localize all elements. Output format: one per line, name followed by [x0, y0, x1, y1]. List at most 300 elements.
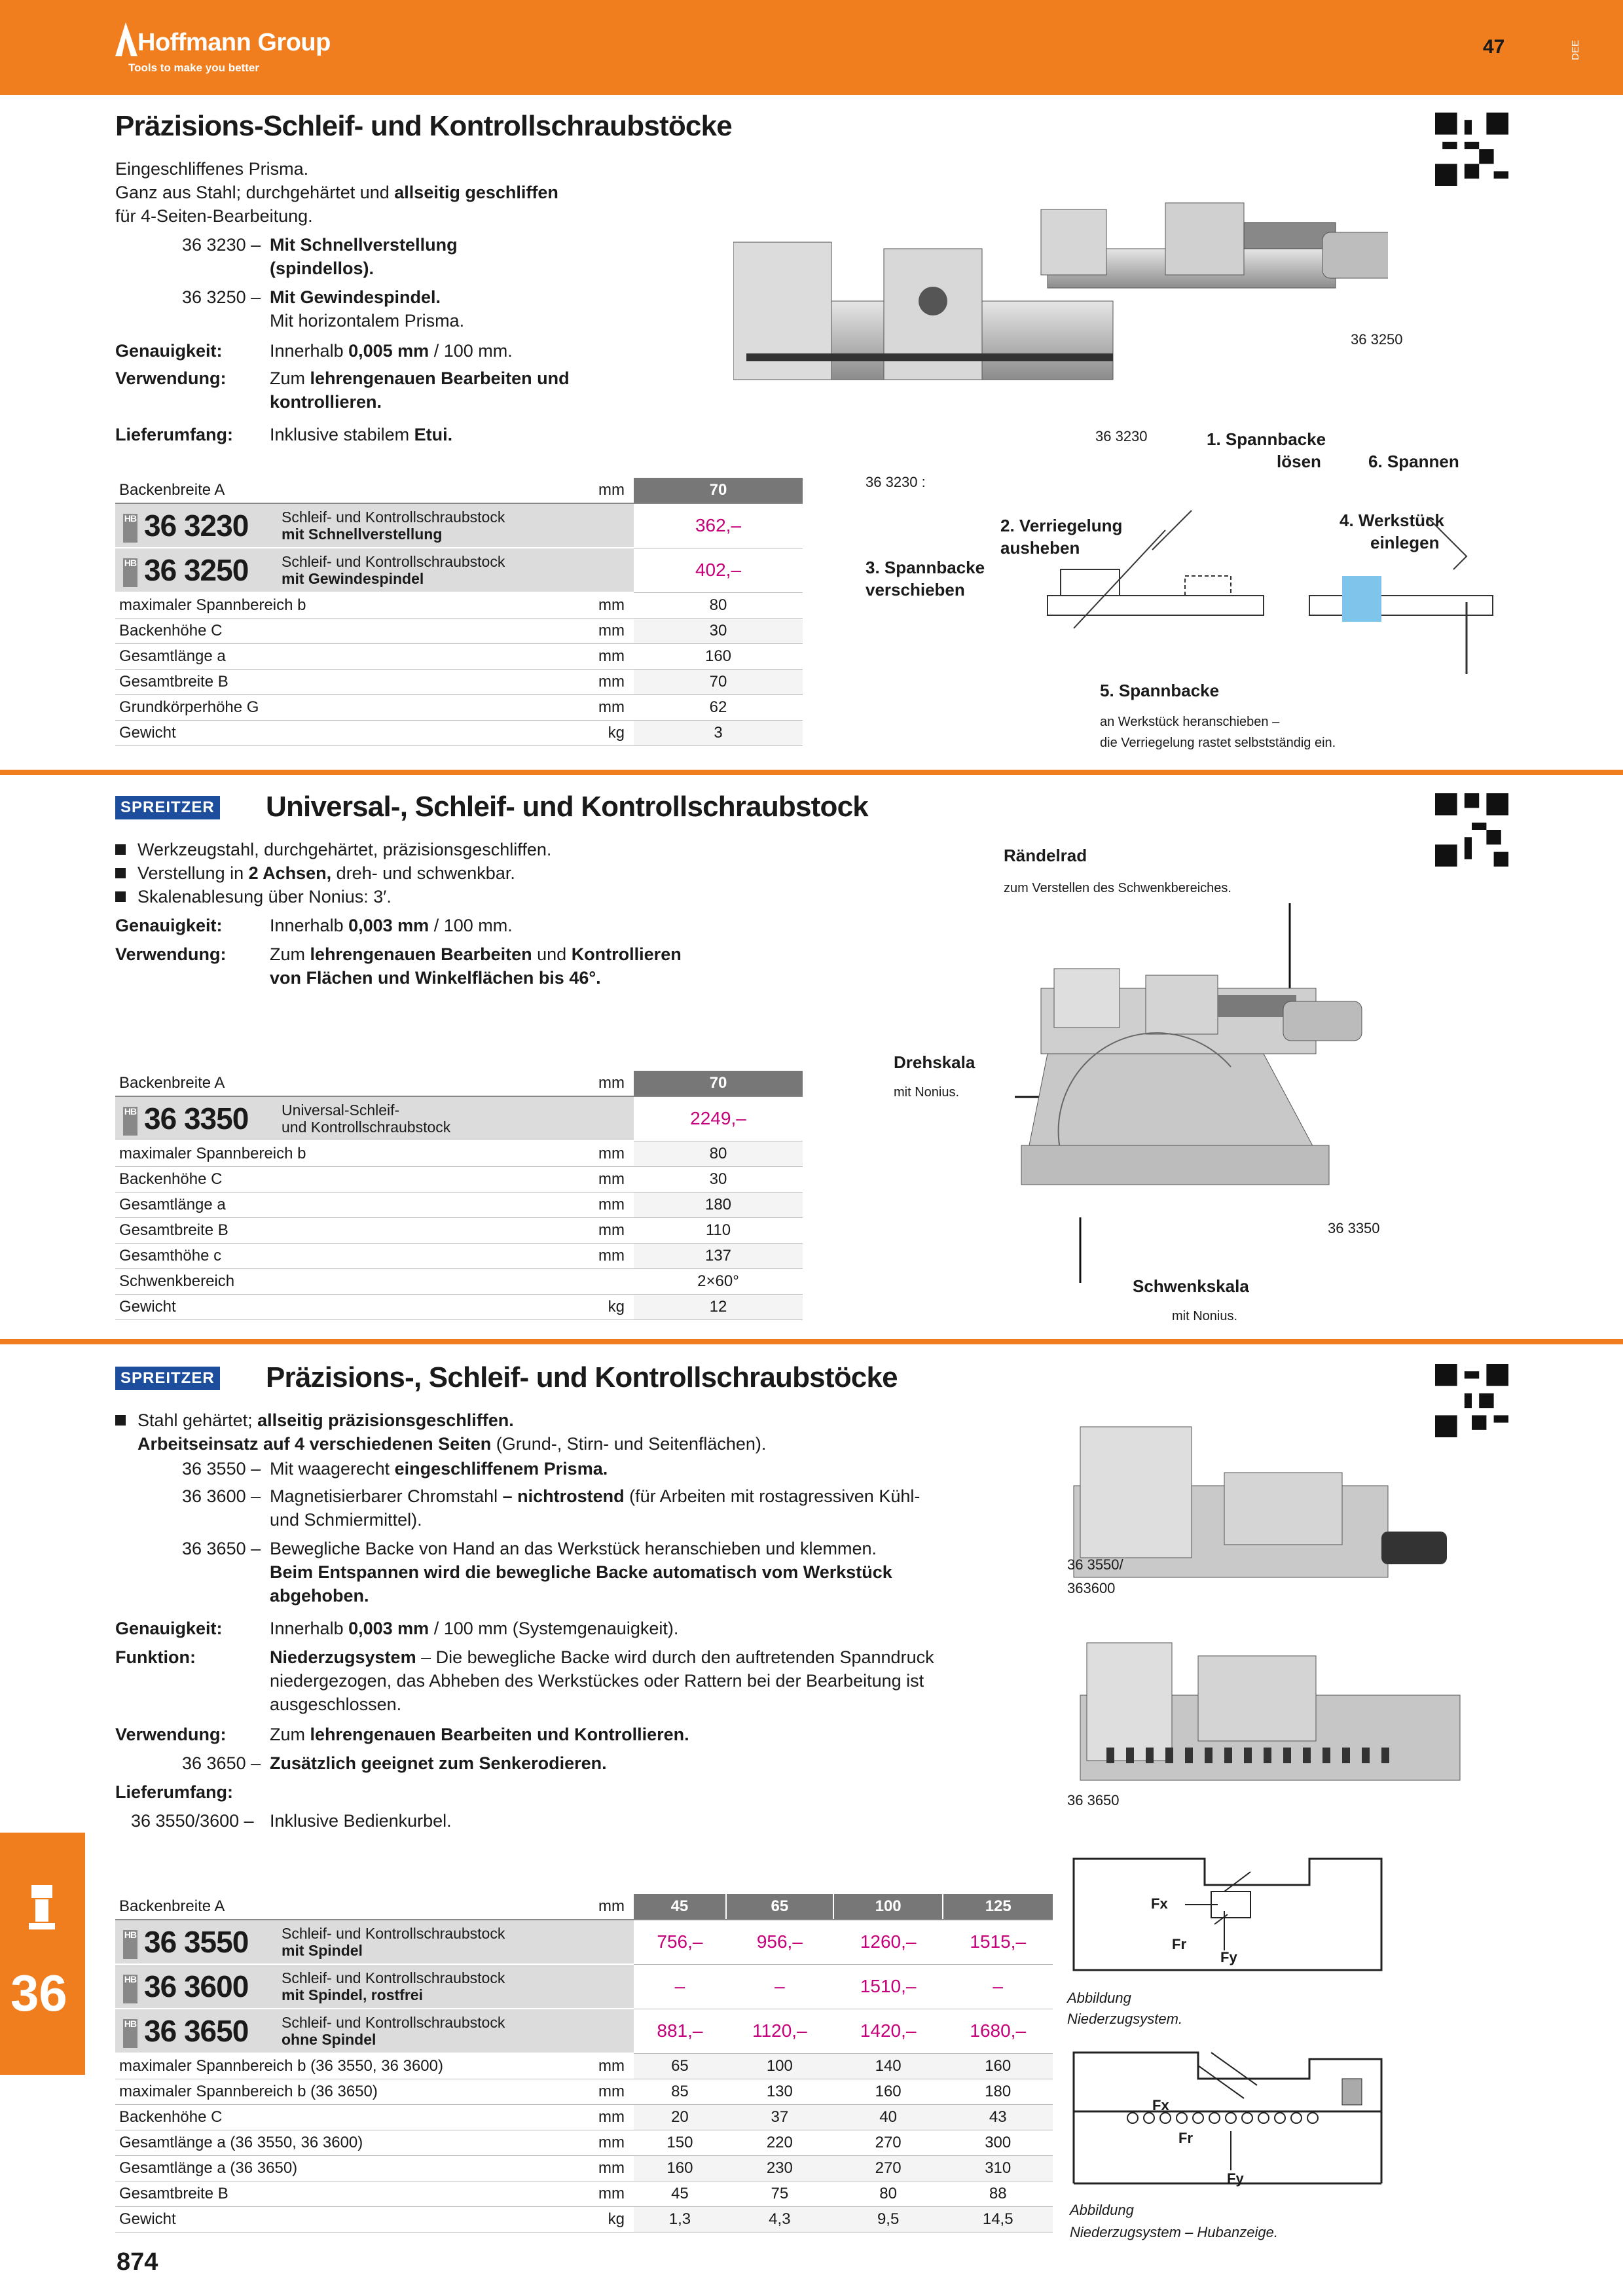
row-unit: mm — [464, 2053, 634, 2079]
s1-v1-text: Mit Schnellverstellung — [270, 235, 458, 255]
force-fr: Fr — [1172, 1936, 1186, 1952]
dreh-label: Drehskala — [894, 1052, 976, 1072]
s2-b2b: 2 Achsen, — [248, 863, 332, 883]
step2-label-b: ausheben — [1000, 538, 1080, 558]
s2-b2c: dreh- und schwenkbar. — [331, 863, 515, 883]
qr-code-icon — [1435, 113, 1508, 186]
rand-desc: zum Verstellen des Schwenkbereiches. — [1004, 881, 1231, 895]
row-unit — [464, 1269, 634, 1295]
header-value: 125 — [943, 1894, 1053, 1920]
row-label: Gesamtlänge a — [115, 644, 464, 670]
s1-acc-a: Innerhalb — [270, 341, 349, 361]
row-label: Backenhöhe C — [115, 1167, 464, 1193]
row-unit: mm — [464, 2130, 634, 2156]
lbl-363230: 36 3230 — [1095, 428, 1148, 444]
row-value: 3 — [634, 721, 803, 746]
article-price: 881,– — [634, 2009, 726, 2053]
article-number — [119, 508, 278, 543]
row-label: maximaler Spannbereich b (36 3550, 36 3600) — [115, 2053, 464, 2079]
table-row — [115, 721, 803, 746]
s3-v2c: (für Arbeiten mit rostagressiven Kühl- — [624, 1486, 921, 1506]
step5-desc1: an Werkstück heranschieben – — [1100, 715, 1280, 729]
article-number-text: 36 3230 — [144, 509, 249, 543]
s3-v2-no: 36 3600 – — [182, 1486, 261, 1506]
header-value: 65 — [726, 1894, 833, 1920]
s1-acc-c: / 100 mm. — [429, 341, 513, 361]
header-value: 45 — [634, 1894, 726, 1920]
row-value: 30 — [634, 619, 803, 644]
s3-scope-label: Lieferumfang: — [115, 1782, 234, 1802]
s2-b2a: Verstellung in — [137, 863, 249, 883]
s2-bullet3: Skalenablesung über Nonius: 3′. — [115, 885, 392, 908]
hoffmann-logo-icon — [115, 22, 137, 56]
table-row — [115, 1167, 803, 1193]
spreitzer-logo: SPREITZER — [115, 1367, 220, 1390]
s3-v1-text — [270, 1457, 608, 1480]
s1-spec-table — [115, 478, 803, 746]
article-cell — [115, 1096, 634, 1141]
row-value: 180 — [634, 1193, 803, 1218]
s3-b1b: allseitig präzisionsgeschliffen. — [257, 1410, 514, 1430]
s2-use-text2: von Flächen und Winkelflächen bis 46°. — [270, 968, 601, 988]
article-price: 1515,– — [943, 1920, 1053, 1964]
page-number-bottom: 874 — [117, 2248, 158, 2276]
dreh-desc: mit Nonius. — [894, 1085, 960, 1100]
article-desc1: Schleif- und Kontrollschraubstock — [282, 553, 505, 570]
s3-line2 — [137, 1432, 766, 1456]
article-desc — [278, 1969, 509, 2004]
s1-line2a: Ganz aus Stahl; durchgehärtet und — [115, 183, 395, 202]
table-row — [115, 592, 803, 619]
article-number — [119, 1969, 278, 2004]
section-divider — [0, 770, 1623, 775]
s1-use-text — [270, 367, 570, 390]
s3-v2a: Magnetisierbarer Chromstahl — [270, 1486, 503, 1506]
article-desc — [278, 1924, 509, 1960]
row-unit: mm — [464, 1167, 634, 1193]
row-value: 88 — [943, 2181, 1053, 2207]
article-price: 1680,– — [943, 2009, 1053, 2053]
s3-fn-text2: niedergezogen, das Abheben des Werkstückes oder Rattern bei der Bearbeitung ist — [270, 1671, 924, 1691]
s3-v3-text3: abgehoben. — [270, 1586, 369, 1605]
article-desc2: mit Schnellverstellung — [282, 526, 443, 543]
lbl-363550: 36 3550/ — [1067, 1556, 1123, 1573]
row-label: Backenhöhe C — [115, 619, 464, 644]
s3-spec-table — [115, 1894, 1053, 2233]
header-unit: mm — [464, 1071, 634, 1096]
article-cell — [115, 1964, 634, 2009]
table-row — [115, 1269, 803, 1295]
qr-code-icon — [1435, 793, 1508, 867]
s3-fn-text — [270, 1645, 934, 1669]
row-value: 12 — [634, 1295, 803, 1320]
article-desc2: mit Spindel — [282, 1942, 363, 1959]
row-value: 65 — [634, 2053, 726, 2079]
table-row — [115, 2079, 1053, 2105]
s3-acc-b: 0,003 mm — [348, 1619, 429, 1638]
table-header-row — [115, 1071, 803, 1096]
row-value: 43 — [943, 2105, 1053, 2130]
row-label: Grundkörperhöhe G — [115, 695, 464, 721]
s3-fn-a: Niederzugsystem — [270, 1647, 416, 1667]
s2-acc-a: Innerhalb — [270, 916, 349, 935]
hb-icon: HB — [123, 1975, 137, 2003]
article-number — [119, 2013, 278, 2049]
article-price: – — [634, 1964, 726, 2009]
s3-acc-text — [270, 1617, 678, 1640]
universal-vise-image — [1015, 903, 1381, 1283]
hb-icon: HB — [123, 514, 137, 543]
article-desc1: Universal-Schleif- — [282, 1102, 400, 1119]
article-price: 1420,– — [833, 2009, 943, 2053]
header-value: 70 — [634, 1071, 803, 1096]
s3-use-b: lehrengenauen Bearbeiten und Kontrollieren. — [310, 1725, 689, 1744]
article-price: 402,– — [634, 548, 803, 592]
s3-b2a: Arbeitseinsatz auf 4 verschiedenen Seiten — [137, 1434, 492, 1454]
section3-title: Präzisions-, Schleif- und Kontrollschraubstöcke — [266, 1361, 898, 1393]
table-row — [115, 695, 803, 721]
schwenk-desc: mit Nonius. — [1172, 1309, 1238, 1323]
s1-use-a: Zum — [270, 368, 310, 388]
s2-use-a: Zum — [270, 944, 310, 964]
header-value: 100 — [833, 1894, 943, 1920]
article-price: 362,– — [634, 503, 803, 548]
s3-scope-text: Inklusive Bedienkurbel. — [270, 1811, 452, 1831]
row-label: maximaler Spannbereich b — [115, 592, 464, 619]
row-value: 4,3 — [726, 2207, 833, 2233]
section2-title: Universal-, Schleif- und Kontrollschraubstock — [266, 791, 868, 823]
table-row — [115, 1218, 803, 1244]
s3-use-a: Zum — [270, 1725, 310, 1744]
row-label: Gewicht — [115, 2207, 464, 2233]
s3-acc-a: Innerhalb — [270, 1619, 349, 1638]
s1-v2-text2: Mit horizontalem Prisma. — [270, 311, 465, 331]
row-unit: mm — [464, 2079, 634, 2105]
row-unit: mm — [464, 1193, 634, 1218]
row-value: 150 — [634, 2130, 726, 2156]
article-price: 1120,– — [726, 2009, 833, 2053]
s1-scope-label: Lieferumfang: — [115, 425, 234, 444]
table-row — [115, 2053, 1053, 2079]
row-value: 9,5 — [833, 2207, 943, 2233]
s3-fn-b: – Die bewegliche Backe wird durch den auftretenden Spanndruck — [416, 1647, 934, 1667]
step5-label: 5. Spannbacke — [1100, 681, 1220, 700]
vise-product-image — [733, 170, 1388, 452]
step1-label: 1. Spannbacke — [1207, 429, 1326, 449]
article-desc2: mit Spindel, rostfrei — [282, 1986, 423, 2003]
schwenk-label: Schwenkskala — [1133, 1276, 1249, 1296]
header-label: Backenbreite A — [115, 478, 464, 503]
row-label: Backenhöhe C — [115, 2105, 464, 2130]
table-header-row — [115, 1894, 1053, 1920]
row-value: 100 — [726, 2053, 833, 2079]
article-price: 956,– — [726, 1920, 833, 1964]
row-value: 270 — [833, 2156, 943, 2181]
s3-use2-no: 36 3650 – — [182, 1753, 261, 1773]
force-fx: Fx — [1151, 1895, 1168, 1912]
article-number-text: 36 3250 — [144, 553, 249, 587]
force-fr-2: Fr — [1178, 2130, 1193, 2146]
row-label: maximaler Spannbereich b (36 3650) — [115, 2079, 464, 2105]
s3-v1b: eingeschliffenem Prisma. — [394, 1459, 608, 1479]
table-row — [115, 644, 803, 670]
row-unit: mm — [464, 2105, 634, 2130]
row-value: 40 — [833, 2105, 943, 2130]
s1-scope-a: Inklusive stabilem — [270, 425, 414, 444]
row-value: 270 — [833, 2130, 943, 2156]
article-number — [119, 552, 278, 588]
row-unit: mm — [464, 2181, 634, 2207]
row-value: 110 — [634, 1218, 803, 1244]
chapter-number: 36 — [10, 1964, 67, 2022]
caption2a: Abbildung — [1070, 2202, 1134, 2218]
row-value: 300 — [943, 2130, 1053, 2156]
row-unit: mm — [464, 644, 634, 670]
lbl-363250: 36 3250 — [1351, 331, 1403, 348]
article-row — [115, 1096, 803, 1141]
s2-bullet2 — [115, 861, 515, 885]
row-value: 1,3 — [634, 2207, 726, 2233]
article-row — [115, 2009, 1053, 2053]
hb-icon: HB — [123, 1930, 137, 1959]
s1-line2 — [115, 181, 558, 204]
s2-use-label: Verwendung: — [115, 944, 227, 964]
caption1b: Niederzugsystem. — [1067, 2011, 1183, 2027]
table-row — [115, 2181, 1053, 2207]
spreitzer-logo: SPREITZER — [115, 796, 220, 819]
row-label: Gesamtbreite B — [115, 2181, 464, 2207]
row-value: 80 — [833, 2181, 943, 2207]
row-value: 160 — [833, 2079, 943, 2105]
s1-acc-text — [270, 339, 513, 363]
s1-v2-no: 36 3250 – — [182, 287, 261, 307]
s3-b1a: Stahl gehärtet; — [137, 1410, 258, 1430]
s2-bullet1: Werkzeugstahl, durchgehärtet, präzisionsgeschliffen. — [115, 838, 551, 861]
step1-label-b: lösen — [1277, 452, 1321, 471]
article-desc2: und Kontrollschraubstock — [282, 1119, 451, 1136]
row-value: 180 — [943, 2079, 1053, 2105]
row-value: 20 — [634, 2105, 726, 2130]
caption2b: Niederzugsystem – Hubanzeige. — [1070, 2224, 1278, 2240]
article-number-text: 36 3650 — [144, 2014, 249, 2048]
article-desc — [278, 552, 509, 588]
article-number — [119, 1101, 278, 1136]
row-value: 230 — [726, 2156, 833, 2181]
row-value: 30 — [634, 1167, 803, 1193]
row-value: 62 — [634, 695, 803, 721]
row-label: Gesamtlänge a (36 3550, 36 3600) — [115, 2130, 464, 2156]
s1-scope-text — [270, 423, 452, 446]
article-desc2: mit Gewindespindel — [282, 570, 424, 587]
article-price: – — [726, 1964, 833, 2009]
article-desc1: Schleif- und Kontrollschraubstock — [282, 509, 505, 526]
article-number — [119, 1924, 278, 1960]
row-value: 160 — [634, 644, 803, 670]
s3-v1-no: 36 3550 – — [182, 1459, 261, 1479]
s3-v1a: Mit waagerecht — [270, 1459, 395, 1479]
row-value: 45 — [634, 2181, 726, 2207]
row-unit: kg — [464, 2207, 634, 2233]
s1-use-label: Verwendung: — [115, 368, 227, 388]
s2-spec-table — [115, 1071, 803, 1320]
header-label: Backenbreite A — [115, 1894, 464, 1920]
row-label: Gesamtlänge a (36 3650) — [115, 2156, 464, 2181]
table-row — [115, 1295, 803, 1320]
section-divider — [0, 1339, 1623, 1344]
row-value: 80 — [634, 592, 803, 619]
s1-v1-no: 36 3230 – — [182, 235, 261, 255]
s1-scope-b: Etui. — [414, 425, 453, 444]
s3-acc-label: Genauigkeit: — [115, 1619, 223, 1638]
table-row — [115, 1244, 803, 1269]
clamping-diagram — [1034, 497, 1506, 674]
lbl-363350: 36 3350 — [1328, 1220, 1380, 1236]
header-unit: mm — [464, 478, 634, 503]
row-label: Gesamtlänge a — [115, 1193, 464, 1218]
row-label: Schwenkbereich — [115, 1269, 464, 1295]
article-desc — [278, 1101, 454, 1136]
table-row — [115, 2156, 1053, 2181]
article-desc — [278, 2013, 509, 2049]
s1-line3: für 4-Seiten-Bearbeitung. — [115, 206, 313, 226]
s1-line2b: allseitig geschliffen — [394, 183, 558, 202]
s3-v3-text: Bewegliche Backe von Hand an das Werkstück heranschieben und klemmen. — [270, 1539, 877, 1558]
article-cell — [115, 1920, 634, 1964]
brand-tagline: Tools to make you better — [128, 62, 259, 74]
s2-use-c: und — [532, 944, 572, 964]
row-value: 137 — [634, 1244, 803, 1269]
language-code: DEE — [1570, 40, 1581, 60]
row-unit: mm — [464, 1218, 634, 1244]
article-desc — [278, 508, 509, 543]
article-number-text: 36 3350 — [144, 1102, 249, 1136]
article-number-text: 36 3550 — [144, 1925, 249, 1959]
row-unit: mm — [464, 592, 634, 619]
table-row — [115, 619, 803, 644]
table-row — [115, 670, 803, 695]
article-desc1: Schleif- und Kontrollschraubstock — [282, 2014, 505, 2031]
step2-label: 2. Verriegelung — [1000, 516, 1123, 535]
s1-acc-b: 0,005 mm — [348, 341, 429, 361]
s3-bullet1 — [115, 1408, 514, 1432]
lbl-363600: 363600 — [1067, 1580, 1116, 1596]
row-label: Gesamthöhe c — [115, 1244, 464, 1269]
step4-label-b: einlegen — [1370, 533, 1440, 552]
step3-label: 3. Spannbacke — [866, 558, 985, 577]
row-value: 160 — [634, 2156, 726, 2181]
article-desc1: Schleif- und Kontrollschraubstock — [282, 1925, 505, 1942]
s2-use-text — [270, 942, 682, 966]
s3-v2b: – nichtrostend — [502, 1486, 625, 1506]
row-unit: mm — [464, 670, 634, 695]
step6-label: 6. Spannen — [1368, 452, 1459, 471]
lbl-363230-colon: 36 3230 : — [866, 474, 926, 490]
hb-icon: HB — [123, 558, 137, 587]
s1-line1: Eingeschliffenes Prisma. — [115, 159, 309, 179]
row-unit: kg — [464, 721, 634, 746]
section1-title: Präzisions-Schleif- und Kontrollschraubstöcke — [115, 110, 732, 142]
step4-label: 4. Werkstück — [1340, 511, 1444, 530]
hb-icon: HB — [123, 2019, 137, 2048]
s2-acc-label: Genauigkeit: — [115, 916, 223, 935]
s3-v3-text2: Beim Entspannen wird die bewegliche Backe automatisch vom Werkstück — [270, 1562, 892, 1582]
article-cell — [115, 503, 634, 548]
table-row — [115, 2207, 1053, 2233]
table-row — [115, 1193, 803, 1218]
step3-label-b: verschieben — [866, 580, 965, 600]
s2-acc-text — [270, 914, 513, 937]
hb-icon: HB — [123, 1107, 137, 1136]
row-label: Gesamtbreite B — [115, 670, 464, 695]
article-row — [115, 1920, 1053, 1964]
table-header-row — [115, 478, 803, 503]
page-number: 47 — [1483, 36, 1505, 58]
article-price: 1260,– — [833, 1920, 943, 1964]
article-cell — [115, 2009, 634, 2053]
article-row — [115, 1964, 1053, 2009]
article-price: 756,– — [634, 1920, 726, 1964]
lbl-363650: 36 3650 — [1067, 1792, 1120, 1808]
s2-acc-b: 0,003 mm — [348, 916, 429, 935]
row-value: 37 — [726, 2105, 833, 2130]
s3-use-label: Verwendung: — [115, 1725, 227, 1744]
s2-use-b: lehrengenauen Bearbeiten — [310, 944, 532, 964]
caption1a: Abbildung — [1067, 1990, 1131, 2006]
rand-label: Rändelrad — [1004, 846, 1087, 865]
s2-acc-c: / 100 mm. — [429, 916, 513, 935]
row-value: 2×60° — [634, 1269, 803, 1295]
table-row — [115, 1141, 803, 1167]
row-label: Gewicht — [115, 1295, 464, 1320]
step5-desc2: die Verriegelung rastet selbstständig ein. — [1100, 736, 1336, 750]
s1-v2-text: Mit Gewindespindel. — [270, 287, 441, 307]
s3-fn-text3: ausgeschlossen. — [270, 1695, 402, 1714]
header-value: 70 — [634, 478, 803, 503]
article-price: – — [943, 1964, 1053, 2009]
row-label: Gewicht — [115, 721, 464, 746]
row-value: 75 — [726, 2181, 833, 2207]
precision-vise-image — [1067, 1401, 1473, 1820]
vise-chapter-icon — [29, 1885, 55, 1931]
row-unit: kg — [464, 1295, 634, 1320]
chapter-tab — [0, 1833, 85, 2075]
s1-acc-label: Genauigkeit: — [115, 341, 223, 361]
s3-use-text — [270, 1723, 689, 1746]
s1-use-b: lehrengenauen Bearbeiten und — [310, 368, 570, 388]
row-value: 70 — [634, 670, 803, 695]
force-fx-2: Fx — [1152, 2097, 1169, 2113]
s3-v2-text — [270, 1484, 920, 1508]
s3-b2b: (Grund-, Stirn- und Seitenflächen). — [491, 1434, 767, 1454]
row-value: 85 — [634, 2079, 726, 2105]
table-row — [115, 2105, 1053, 2130]
s3-fn-label: Funktion: — [115, 1647, 196, 1667]
header-unit: mm — [464, 1894, 634, 1920]
article-row — [115, 503, 803, 548]
row-value: 80 — [634, 1141, 803, 1167]
row-unit: mm — [464, 1141, 634, 1167]
s2-use-d: Kontrollieren — [571, 944, 682, 964]
force-fy-2: Fy — [1227, 2170, 1244, 2187]
row-label: maximaler Spannbereich b — [115, 1141, 464, 1167]
article-row — [115, 548, 803, 592]
row-value: 140 — [833, 2053, 943, 2079]
s3-v3-no: 36 3650 – — [182, 1539, 261, 1558]
row-unit: mm — [464, 695, 634, 721]
s3-use2-text: Zusätzlich geeignet zum Senkerodieren. — [270, 1753, 607, 1773]
article-price: 2249,– — [634, 1096, 803, 1141]
s3-scope-no: 36 3550/3600 – — [131, 1811, 254, 1831]
